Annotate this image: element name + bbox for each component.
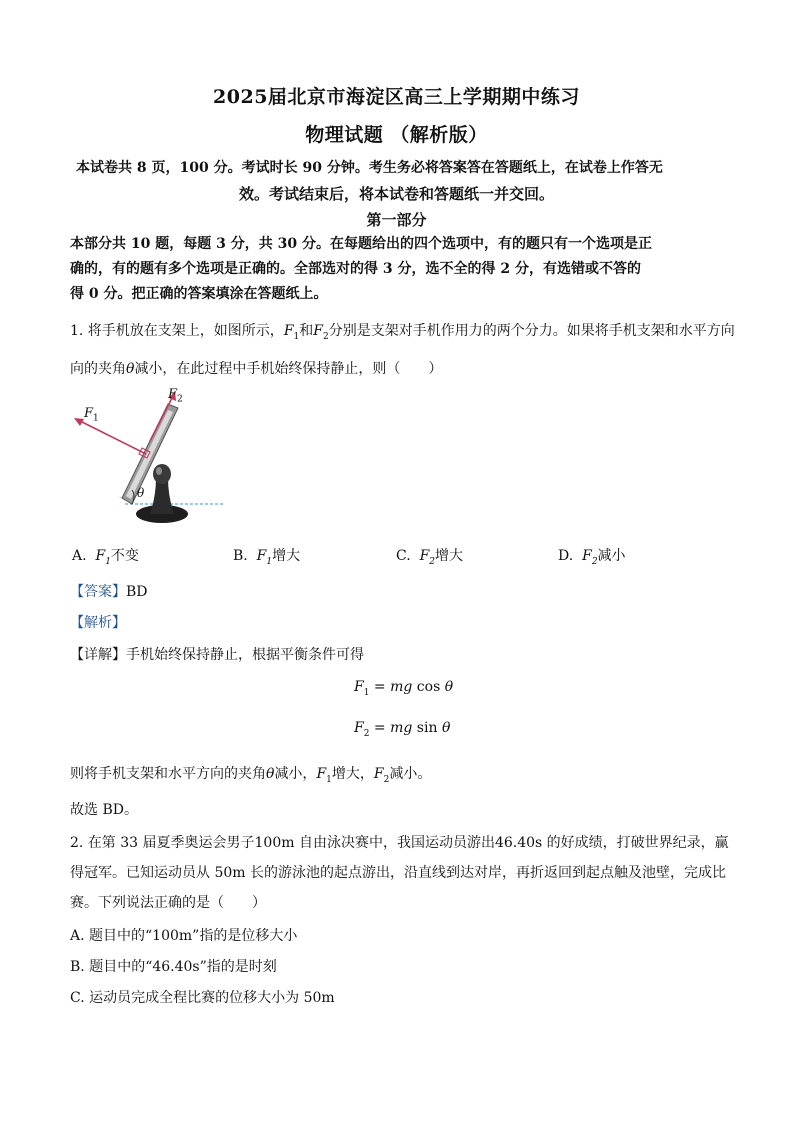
q1-answer — [70, 581, 148, 601]
q1-detail: 【详解】手机始终保持静止，根据平衡条件可得 — [70, 647, 364, 663]
f2-symbol: $F_2$ — [313, 323, 329, 342]
q1-conclusion: 则将手机支架和水平方向的夹角θ减小，$F_1$增大，$F_2$减小。 — [70, 766, 432, 785]
section-instructions-3: 得 0 分。把正确的答案填涂在答题纸上。 — [70, 286, 328, 302]
section-title: 第一部分 — [366, 211, 427, 229]
section-instructions-2: 确的，有的题有多个选项是正确的。全部选对的得 3 分，选不全的得 2 分，有选错或不答的 — [70, 261, 641, 277]
f2-label: $F_2$ — [168, 387, 183, 405]
q1-option-c[interactable]: C. $F_2$增大 — [396, 548, 464, 567]
equation-2: $F_2$ = mg sin θ — [354, 720, 451, 739]
q2-option-a[interactable]: A. 题目中的“100m”指的是位移大小 — [70, 928, 298, 944]
notice-line-2: 效。考试结束后，将本试卷和答题纸一并交回。 — [238, 185, 554, 203]
q1-stem-line-2: 向的夹角θ减小，在此过程中手机始终保持静止，则（ ） — [70, 361, 443, 377]
f1-label: $F_1$ — [84, 406, 99, 424]
notice-line-1: 本试卷共 8 页，100 分。考试时长 90 分钟。考生务必将答案答在答题纸上，在试卷上作答无 — [76, 160, 663, 176]
answer-value: BD — [126, 584, 148, 600]
theta-label: θ — [137, 486, 145, 500]
q1-option-b[interactable]: B. $F_1$增大 — [233, 548, 301, 567]
answer-tag: 【答案】 — [70, 584, 126, 600]
q1-stem-line-1: 1. 将手机放在支架上，如图所示，$F_1$和$F_2$分别是支架对手机作用力的两个分力。如果将手机支架和水平方向 — [70, 323, 735, 342]
equation-1: $F_1$ = mg cos θ — [354, 679, 454, 698]
q1-analysis-tag: 【解析】 — [70, 615, 126, 631]
q2-option-c[interactable]: C. 运动员完成全程比赛的位移大小为 50m — [70, 990, 335, 1006]
theta-symbol: θ — [126, 361, 135, 377]
phone-stand-figure — [70, 386, 230, 531]
q2-option-b[interactable]: B. 题目中的“46.40s”指的是时刻 — [70, 959, 277, 975]
document-title: 2025届北京市海淀区高三上学期期中练习 — [213, 86, 580, 108]
f1-symbol: $F_1$ — [283, 323, 300, 342]
q1-final-choice: 故选 BD。 — [70, 802, 138, 818]
q2-stem-line-3: 赛。下列说法正确的是（ ） — [70, 895, 266, 911]
q2-stem-line-2: 得冠军。已知运动员从 50m 长的游泳池的起点游出，沿直线到达对岸，再折返回到起点触及池壁，完成比 — [70, 865, 726, 881]
section-instructions-1: 本部分共 10 题，每题 3 分，共 30 分。在每题给出的四个选项中，有的题只有一个选项是正 — [70, 236, 652, 252]
q1-option-a[interactable]: A. $F_1$不变 — [72, 548, 139, 567]
document-subtitle: 物理试题 （解析版） — [305, 124, 488, 146]
q2-stem-line-1: 2. 在第 33 届夏季奥运会男子100m 自由泳决赛中，我国运动员游出46.40s 的好成绩，打破世界纪录，赢 — [70, 835, 729, 851]
q1-option-d[interactable]: D. $F_2$减小 — [558, 548, 626, 567]
detail-tag: 【详解】 — [70, 647, 126, 663]
